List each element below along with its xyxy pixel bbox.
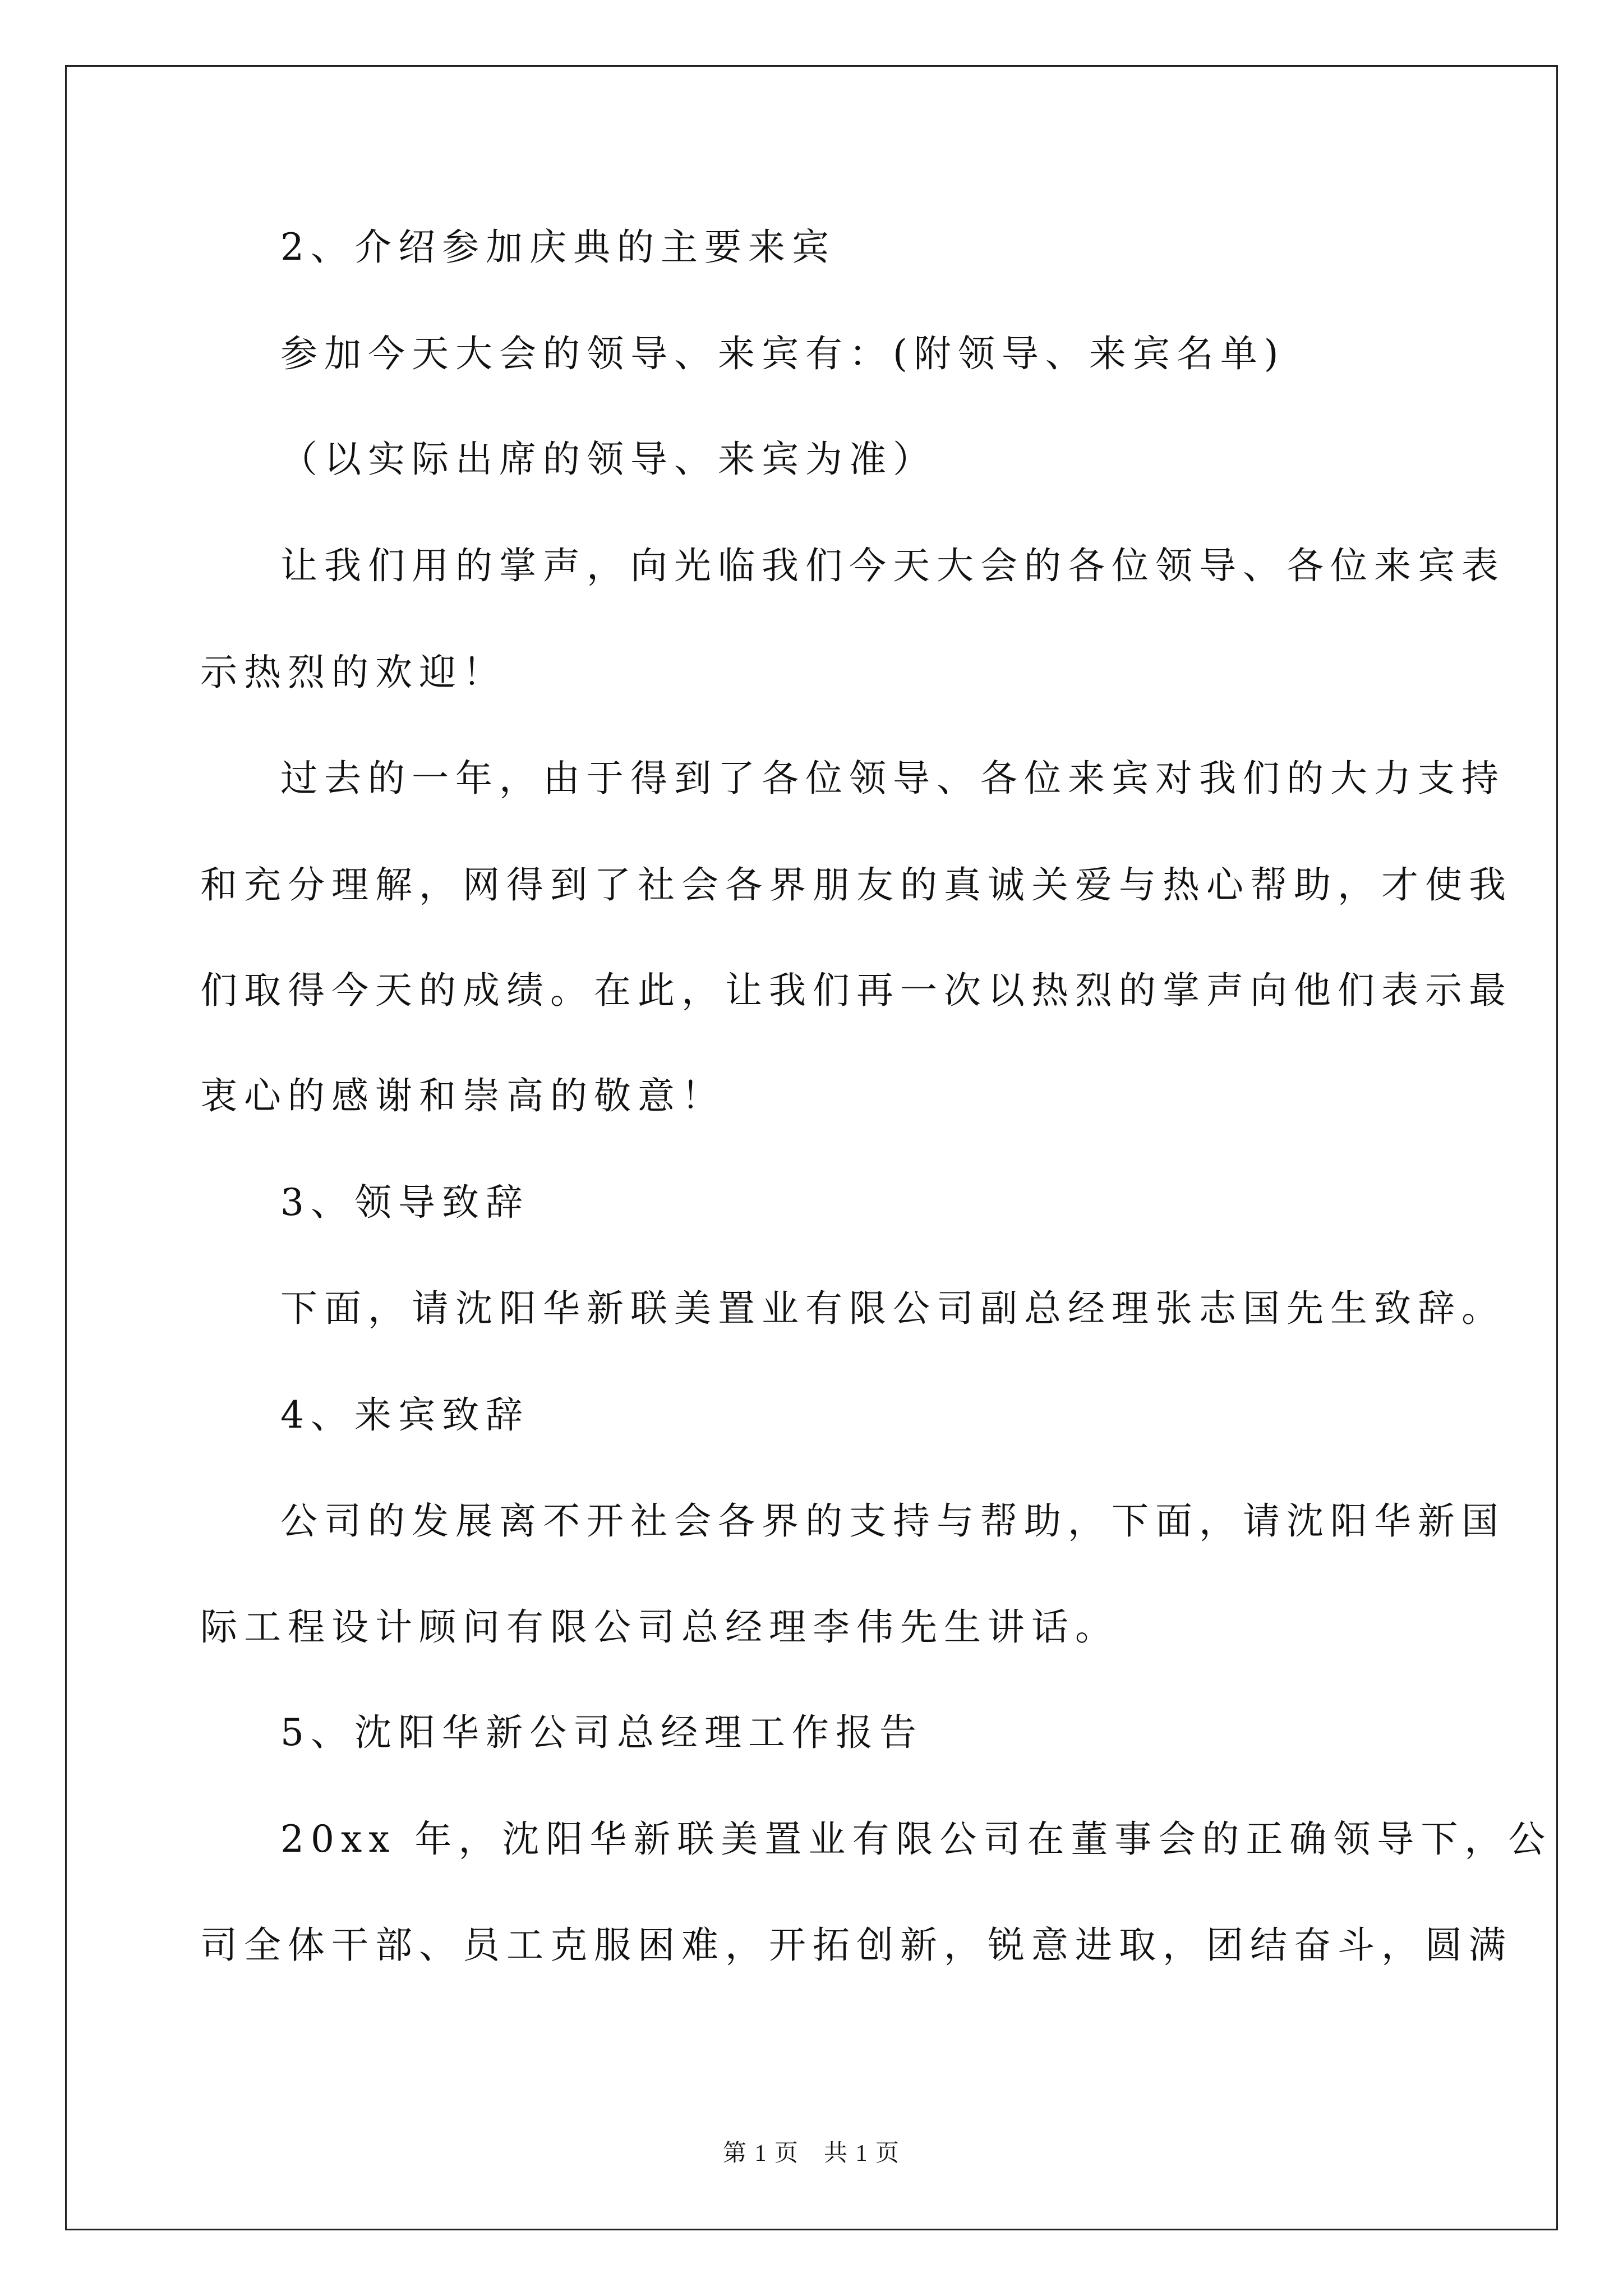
page-number-footer: 第 1 页 共 1 页 (722, 2141, 900, 2166)
paragraph-line: 际工程设计顾问有限公司总经理李伟先生讲话。 (200, 1605, 1119, 1649)
paragraph-line: 们取得今天的成绩。在此，让我们再一次以热烈的掌声向他们表示最 (200, 969, 1513, 1012)
paragraph-line: 公司的发展离不开社会各界的支持与帮助，下面，请沈阳华新国 (280, 1499, 1505, 1543)
heading-introduce-guests: 2、介绍参加庆典的主要来宾 (280, 226, 836, 269)
paragraph-line: 参加今天大会的领导、来宾有：(附领导、来宾名单) (280, 332, 1285, 375)
paragraph-line: 20xx 年，沈阳华新联美置业有限公司在董事会的正确领导下，公 (280, 1818, 1552, 1861)
heading-work-report: 5、沈阳华新公司总经理工作报告 (280, 1711, 923, 1754)
page-border (65, 65, 1558, 2230)
paragraph-line: 过去的一年，由于得到了各位领导、各位来宾对我们的大力支持 (280, 757, 1505, 800)
paragraph-line: 让我们用的掌声，向光临我们今天大会的各位领导、各位来宾表 (280, 544, 1505, 587)
paragraph-line: 衷心的感谢和崇高的敬意！ (200, 1074, 725, 1117)
paragraph-line: 示热烈的欢迎！ (200, 651, 506, 694)
paragraph-line: 和充分理解，网得到了社会各界朋友的真诚关爱与热心帮助，才使我 (200, 863, 1513, 907)
heading-guest-speech: 4、来宾致辞 (280, 1393, 529, 1437)
paragraph-line: 下面，请沈阳华新联美置业有限公司副总经理张志国先生致辞。 (280, 1287, 1505, 1330)
paragraph-line: 司全体干部、员工克服困难，开拓创新，锐意进取，团结奋斗，圆满 (200, 1924, 1513, 1967)
heading-leader-speech: 3、领导致辞 (280, 1181, 529, 1224)
paragraph-line: （以实际出席的领导、来宾为准） (280, 438, 937, 481)
